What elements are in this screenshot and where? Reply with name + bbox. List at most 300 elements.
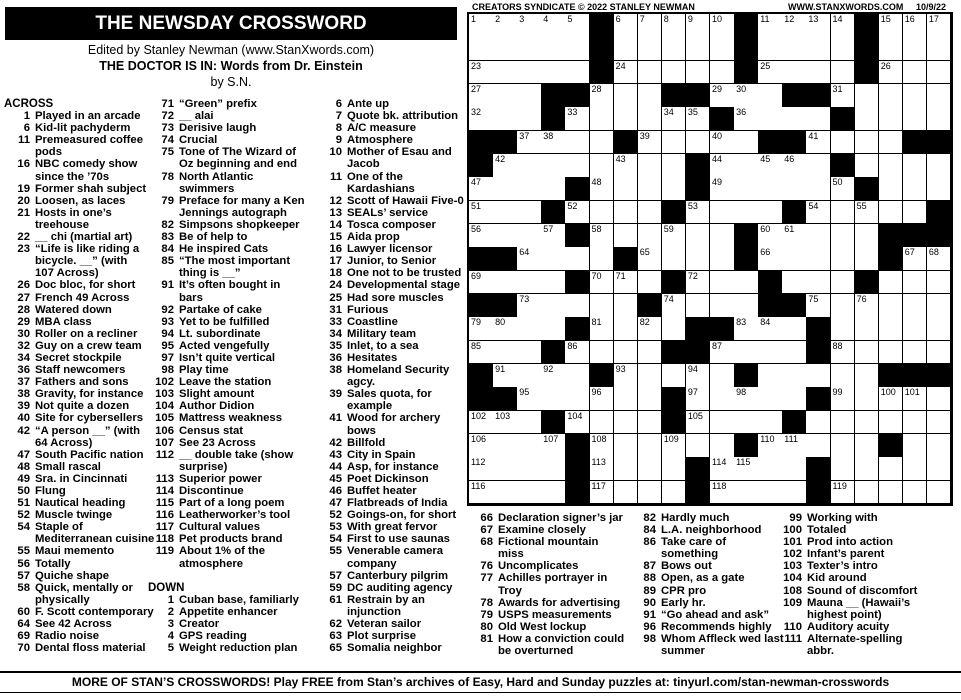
grid-cell[interactable] bbox=[565, 411, 590, 435]
grid-cell[interactable] bbox=[806, 224, 831, 248]
grid-cell[interactable] bbox=[614, 84, 639, 108]
grid-cell[interactable] bbox=[493, 457, 518, 481]
grid-cell[interactable] bbox=[710, 177, 735, 201]
grid-cell[interactable] bbox=[710, 131, 735, 155]
grid-cell[interactable] bbox=[734, 154, 759, 178]
grid-cell[interactable] bbox=[879, 107, 904, 131]
grid-cell[interactable] bbox=[686, 131, 711, 155]
grid-cell[interactable] bbox=[758, 61, 783, 85]
grid-cell[interactable] bbox=[541, 131, 566, 155]
grid-cell[interactable] bbox=[758, 84, 783, 108]
grid-cell[interactable] bbox=[710, 14, 735, 38]
grid-cell[interactable] bbox=[493, 61, 518, 85]
grid-cell[interactable] bbox=[806, 14, 831, 38]
grid-cell[interactable] bbox=[855, 107, 880, 131]
grid-cell[interactable] bbox=[831, 177, 856, 201]
grid-cell[interactable] bbox=[541, 177, 566, 201]
grid-cell[interactable] bbox=[565, 107, 590, 131]
grid-cell[interactable] bbox=[493, 341, 518, 365]
grid-cell[interactable] bbox=[541, 317, 566, 341]
grid-cell[interactable] bbox=[614, 61, 639, 85]
grid-cell[interactable] bbox=[638, 14, 663, 38]
grid-cell[interactable] bbox=[517, 457, 542, 481]
grid-cell[interactable] bbox=[686, 364, 711, 388]
grid-cell[interactable] bbox=[493, 224, 518, 248]
grid-cell[interactable] bbox=[710, 457, 735, 481]
grid-cell[interactable] bbox=[879, 481, 904, 505]
grid-cell[interactable] bbox=[831, 317, 856, 341]
grid-cell[interactable] bbox=[686, 107, 711, 131]
grid-cell[interactable] bbox=[734, 457, 759, 481]
grid-cell[interactable] bbox=[686, 247, 711, 271]
grid-cell[interactable] bbox=[782, 317, 807, 341]
grid-cell[interactable] bbox=[565, 201, 590, 225]
grid-cell[interactable] bbox=[638, 131, 663, 155]
grid-cell[interactable] bbox=[855, 387, 880, 411]
grid-cell[interactable] bbox=[662, 457, 687, 481]
grid-cell[interactable] bbox=[758, 37, 783, 61]
grid-cell[interactable] bbox=[517, 341, 542, 365]
grid-cell[interactable] bbox=[614, 224, 639, 248]
grid-cell[interactable] bbox=[638, 387, 663, 411]
grid-cell[interactable] bbox=[710, 294, 735, 318]
grid-cell[interactable] bbox=[517, 294, 542, 318]
grid-cell[interactable] bbox=[565, 247, 590, 271]
grid-cell[interactable] bbox=[927, 341, 952, 365]
grid-cell[interactable] bbox=[758, 177, 783, 201]
grid-cell[interactable] bbox=[590, 341, 615, 365]
grid-cell[interactable] bbox=[662, 317, 687, 341]
grid-cell[interactable] bbox=[662, 434, 687, 458]
grid-cell[interactable] bbox=[469, 411, 494, 435]
grid-cell[interactable] bbox=[927, 434, 952, 458]
grid-cell[interactable] bbox=[710, 154, 735, 178]
grid-cell[interactable] bbox=[638, 271, 663, 295]
grid-cell[interactable] bbox=[517, 364, 542, 388]
grid-cell[interactable] bbox=[903, 271, 928, 295]
grid-cell[interactable] bbox=[879, 317, 904, 341]
grid-cell[interactable] bbox=[662, 14, 687, 38]
grid-cell[interactable] bbox=[855, 154, 880, 178]
grid-cell[interactable] bbox=[638, 481, 663, 505]
grid-cell[interactable] bbox=[710, 271, 735, 295]
grid-cell[interactable] bbox=[686, 14, 711, 38]
grid-cell[interactable] bbox=[831, 201, 856, 225]
grid-cell[interactable] bbox=[855, 481, 880, 505]
grid-cell[interactable] bbox=[493, 84, 518, 108]
grid-cell[interactable] bbox=[831, 247, 856, 271]
grid-cell[interactable] bbox=[469, 84, 494, 108]
grid-cell[interactable] bbox=[517, 37, 542, 61]
grid-cell[interactable] bbox=[710, 247, 735, 271]
grid-cell[interactable] bbox=[517, 84, 542, 108]
grid-cell[interactable] bbox=[879, 177, 904, 201]
grid-cell[interactable] bbox=[855, 341, 880, 365]
grid-cell[interactable] bbox=[831, 411, 856, 435]
grid-cell[interactable] bbox=[782, 434, 807, 458]
grid-cell[interactable] bbox=[493, 177, 518, 201]
grid-cell[interactable] bbox=[927, 481, 952, 505]
grid-cell[interactable] bbox=[710, 84, 735, 108]
grid-cell[interactable] bbox=[662, 247, 687, 271]
grid-cell[interactable] bbox=[541, 294, 566, 318]
grid-cell[interactable] bbox=[758, 364, 783, 388]
grid-cell[interactable] bbox=[782, 387, 807, 411]
grid-cell[interactable] bbox=[879, 341, 904, 365]
grid-cell[interactable] bbox=[855, 411, 880, 435]
grid-cell[interactable] bbox=[806, 107, 831, 131]
grid-cell[interactable] bbox=[831, 14, 856, 38]
grid-cell[interactable] bbox=[782, 37, 807, 61]
grid-cell[interactable] bbox=[831, 364, 856, 388]
grid-cell[interactable] bbox=[758, 387, 783, 411]
grid-cell[interactable] bbox=[758, 201, 783, 225]
grid-cell[interactable] bbox=[590, 434, 615, 458]
grid-cell[interactable] bbox=[782, 61, 807, 85]
grid-cell[interactable] bbox=[831, 37, 856, 61]
grid-cell[interactable] bbox=[590, 294, 615, 318]
grid-cell[interactable] bbox=[734, 107, 759, 131]
grid-cell[interactable] bbox=[710, 37, 735, 61]
grid-cell[interactable] bbox=[686, 294, 711, 318]
grid-cell[interactable] bbox=[662, 131, 687, 155]
grid-cell[interactable] bbox=[927, 271, 952, 295]
grid-cell[interactable] bbox=[686, 271, 711, 295]
grid-cell[interactable] bbox=[806, 177, 831, 201]
grid-cell[interactable] bbox=[517, 14, 542, 38]
grid-cell[interactable] bbox=[638, 154, 663, 178]
grid-cell[interactable] bbox=[493, 201, 518, 225]
grid-cell[interactable] bbox=[903, 457, 928, 481]
grid-cell[interactable] bbox=[614, 201, 639, 225]
grid-cell[interactable] bbox=[662, 364, 687, 388]
grid-cell[interactable] bbox=[565, 14, 590, 38]
grid-cell[interactable] bbox=[879, 271, 904, 295]
grid-cell[interactable] bbox=[758, 481, 783, 505]
grid-cell[interactable] bbox=[686, 387, 711, 411]
grid-cell[interactable] bbox=[903, 177, 928, 201]
grid-cell[interactable] bbox=[517, 411, 542, 435]
grid-cell[interactable] bbox=[879, 154, 904, 178]
grid-cell[interactable] bbox=[541, 434, 566, 458]
grid-cell[interactable] bbox=[758, 411, 783, 435]
grid-cell[interactable] bbox=[638, 247, 663, 271]
grid-cell[interactable] bbox=[638, 177, 663, 201]
grid-cell[interactable] bbox=[831, 294, 856, 318]
grid-cell[interactable] bbox=[831, 387, 856, 411]
grid-cell[interactable] bbox=[903, 387, 928, 411]
grid-cell[interactable] bbox=[662, 61, 687, 85]
grid-cell[interactable] bbox=[565, 37, 590, 61]
grid-cell[interactable] bbox=[517, 434, 542, 458]
grid-cell[interactable] bbox=[565, 341, 590, 365]
grid-cell[interactable] bbox=[614, 341, 639, 365]
grid-cell[interactable] bbox=[517, 61, 542, 85]
grid-cell[interactable] bbox=[662, 107, 687, 131]
grid-cell[interactable] bbox=[927, 294, 952, 318]
grid-cell[interactable] bbox=[831, 131, 856, 155]
grid-cell[interactable] bbox=[758, 154, 783, 178]
grid-cell[interactable] bbox=[782, 457, 807, 481]
grid-cell[interactable] bbox=[662, 37, 687, 61]
grid-cell[interactable] bbox=[903, 14, 928, 38]
grid-cell[interactable] bbox=[590, 317, 615, 341]
grid-cell[interactable] bbox=[493, 271, 518, 295]
grid-cell[interactable] bbox=[493, 107, 518, 131]
grid-cell[interactable] bbox=[927, 154, 952, 178]
grid-cell[interactable] bbox=[758, 457, 783, 481]
grid-cell[interactable] bbox=[831, 457, 856, 481]
grid-cell[interactable] bbox=[662, 177, 687, 201]
grid-cell[interactable] bbox=[662, 481, 687, 505]
grid-cell[interactable] bbox=[614, 294, 639, 318]
grid-cell[interactable] bbox=[662, 294, 687, 318]
grid-cell[interactable] bbox=[517, 224, 542, 248]
grid-cell[interactable] bbox=[831, 434, 856, 458]
grid-cell[interactable] bbox=[806, 247, 831, 271]
grid-cell[interactable] bbox=[469, 271, 494, 295]
grid-cell[interactable] bbox=[831, 61, 856, 85]
grid-cell[interactable] bbox=[469, 107, 494, 131]
grid-cell[interactable] bbox=[662, 154, 687, 178]
grid-cell[interactable] bbox=[927, 457, 952, 481]
grid-cell[interactable] bbox=[469, 457, 494, 481]
grid-cell[interactable] bbox=[855, 131, 880, 155]
grid-cell[interactable] bbox=[806, 294, 831, 318]
grid-cell[interactable] bbox=[469, 61, 494, 85]
grid-cell[interactable] bbox=[590, 457, 615, 481]
grid-cell[interactable] bbox=[855, 201, 880, 225]
grid-cell[interactable] bbox=[734, 411, 759, 435]
grid-cell[interactable] bbox=[614, 364, 639, 388]
grid-cell[interactable] bbox=[734, 294, 759, 318]
grid-cell[interactable] bbox=[758, 107, 783, 131]
grid-cell[interactable] bbox=[565, 154, 590, 178]
grid-cell[interactable] bbox=[590, 387, 615, 411]
grid-cell[interactable] bbox=[541, 364, 566, 388]
grid-cell[interactable] bbox=[710, 201, 735, 225]
grid-cell[interactable] bbox=[638, 457, 663, 481]
grid-cell[interactable] bbox=[517, 154, 542, 178]
grid-cell[interactable] bbox=[590, 154, 615, 178]
grid-cell[interactable] bbox=[614, 177, 639, 201]
grid-cell[interactable] bbox=[517, 201, 542, 225]
grid-cell[interactable] bbox=[638, 37, 663, 61]
grid-cell[interactable] bbox=[493, 481, 518, 505]
grid-cell[interactable] bbox=[734, 201, 759, 225]
grid-cell[interactable] bbox=[710, 411, 735, 435]
grid-cell[interactable] bbox=[469, 434, 494, 458]
grid-cell[interactable] bbox=[927, 37, 952, 61]
grid-cell[interactable] bbox=[590, 84, 615, 108]
grid-cell[interactable] bbox=[758, 434, 783, 458]
grid-cell[interactable] bbox=[903, 317, 928, 341]
grid-cell[interactable] bbox=[806, 37, 831, 61]
grid-cell[interactable] bbox=[903, 434, 928, 458]
grid-cell[interactable] bbox=[758, 224, 783, 248]
grid-cell[interactable] bbox=[638, 84, 663, 108]
grid-cell[interactable] bbox=[614, 154, 639, 178]
grid-cell[interactable] bbox=[590, 131, 615, 155]
grid-cell[interactable] bbox=[541, 154, 566, 178]
grid-cell[interactable] bbox=[686, 434, 711, 458]
grid-cell[interactable] bbox=[469, 201, 494, 225]
grid-cell[interactable] bbox=[927, 61, 952, 85]
grid-cell[interactable] bbox=[614, 107, 639, 131]
grid-cell[interactable] bbox=[879, 201, 904, 225]
grid-cell[interactable] bbox=[517, 387, 542, 411]
grid-cell[interactable] bbox=[758, 14, 783, 38]
grid-cell[interactable] bbox=[614, 14, 639, 38]
grid-cell[interactable] bbox=[541, 37, 566, 61]
grid-cell[interactable] bbox=[734, 317, 759, 341]
grid-cell[interactable] bbox=[831, 341, 856, 365]
grid-cell[interactable] bbox=[734, 84, 759, 108]
grid-cell[interactable] bbox=[710, 387, 735, 411]
grid-cell[interactable] bbox=[517, 481, 542, 505]
grid-cell[interactable] bbox=[614, 387, 639, 411]
grid-cell[interactable] bbox=[734, 177, 759, 201]
grid-cell[interactable] bbox=[590, 224, 615, 248]
grid-cell[interactable] bbox=[927, 14, 952, 38]
grid-cell[interactable] bbox=[855, 317, 880, 341]
grid-cell[interactable] bbox=[638, 61, 663, 85]
grid-cell[interactable] bbox=[517, 317, 542, 341]
grid-cell[interactable] bbox=[903, 201, 928, 225]
grid-cell[interactable] bbox=[831, 224, 856, 248]
grid-cell[interactable] bbox=[903, 341, 928, 365]
grid-cell[interactable] bbox=[903, 411, 928, 435]
grid-cell[interactable] bbox=[879, 84, 904, 108]
grid-cell[interactable] bbox=[614, 434, 639, 458]
grid-cell[interactable] bbox=[782, 364, 807, 388]
grid-cell[interactable] bbox=[686, 201, 711, 225]
grid-cell[interactable] bbox=[469, 481, 494, 505]
grid-cell[interactable] bbox=[686, 37, 711, 61]
grid-cell[interactable] bbox=[879, 14, 904, 38]
grid-cell[interactable] bbox=[831, 84, 856, 108]
grid-cell[interactable] bbox=[855, 84, 880, 108]
grid-cell[interactable] bbox=[782, 224, 807, 248]
grid-cell[interactable] bbox=[614, 271, 639, 295]
grid-cell[interactable] bbox=[469, 317, 494, 341]
grid-cell[interactable] bbox=[710, 434, 735, 458]
grid-cell[interactable] bbox=[903, 37, 928, 61]
grid-cell[interactable] bbox=[782, 271, 807, 295]
grid-cell[interactable] bbox=[734, 481, 759, 505]
grid-cell[interactable] bbox=[831, 481, 856, 505]
grid-cell[interactable] bbox=[614, 481, 639, 505]
grid-cell[interactable] bbox=[806, 131, 831, 155]
grid-cell[interactable] bbox=[614, 457, 639, 481]
grid-cell[interactable] bbox=[638, 411, 663, 435]
grid-cell[interactable] bbox=[855, 247, 880, 271]
grid-cell[interactable] bbox=[614, 317, 639, 341]
grid-cell[interactable] bbox=[638, 107, 663, 131]
grid-cell[interactable] bbox=[590, 177, 615, 201]
grid-cell[interactable] bbox=[493, 14, 518, 38]
grid-cell[interactable] bbox=[469, 177, 494, 201]
grid-cell[interactable] bbox=[469, 37, 494, 61]
grid-cell[interactable] bbox=[686, 411, 711, 435]
grid-cell[interactable] bbox=[541, 271, 566, 295]
grid-cell[interactable] bbox=[493, 411, 518, 435]
grid-cell[interactable] bbox=[469, 14, 494, 38]
grid-cell[interactable] bbox=[590, 271, 615, 295]
grid-cell[interactable] bbox=[855, 457, 880, 481]
grid-cell[interactable] bbox=[782, 154, 807, 178]
grid-cell[interactable] bbox=[541, 387, 566, 411]
grid-cell[interactable] bbox=[686, 224, 711, 248]
grid-cell[interactable] bbox=[782, 341, 807, 365]
grid-cell[interactable] bbox=[710, 481, 735, 505]
grid-cell[interactable] bbox=[758, 247, 783, 271]
grid-cell[interactable] bbox=[469, 341, 494, 365]
grid-cell[interactable] bbox=[565, 131, 590, 155]
grid-cell[interactable] bbox=[903, 294, 928, 318]
grid-cell[interactable] bbox=[806, 364, 831, 388]
grid-cell[interactable] bbox=[541, 14, 566, 38]
grid-cell[interactable] bbox=[734, 341, 759, 365]
grid-cell[interactable] bbox=[927, 247, 952, 271]
grid-cell[interactable] bbox=[927, 317, 952, 341]
grid-cell[interactable] bbox=[517, 247, 542, 271]
grid-cell[interactable] bbox=[638, 317, 663, 341]
grid-cell[interactable] bbox=[855, 224, 880, 248]
grid-cell[interactable] bbox=[710, 364, 735, 388]
grid-cell[interactable] bbox=[493, 434, 518, 458]
grid-cell[interactable] bbox=[879, 457, 904, 481]
grid-cell[interactable] bbox=[590, 481, 615, 505]
grid-cell[interactable] bbox=[855, 294, 880, 318]
grid-cell[interactable] bbox=[541, 224, 566, 248]
grid-cell[interactable] bbox=[855, 434, 880, 458]
grid-cell[interactable] bbox=[782, 177, 807, 201]
grid-cell[interactable] bbox=[806, 271, 831, 295]
grid-cell[interactable] bbox=[469, 224, 494, 248]
grid-cell[interactable] bbox=[590, 201, 615, 225]
grid-cell[interactable] bbox=[855, 364, 880, 388]
grid-cell[interactable] bbox=[903, 481, 928, 505]
grid-cell[interactable] bbox=[782, 481, 807, 505]
grid-cell[interactable] bbox=[565, 294, 590, 318]
grid-cell[interactable] bbox=[517, 131, 542, 155]
grid-cell[interactable] bbox=[710, 224, 735, 248]
grid-cell[interactable] bbox=[927, 411, 952, 435]
grid-cell[interactable] bbox=[541, 457, 566, 481]
grid-cell[interactable] bbox=[517, 271, 542, 295]
grid-cell[interactable] bbox=[903, 247, 928, 271]
grid-cell[interactable] bbox=[541, 481, 566, 505]
grid-cell[interactable] bbox=[831, 271, 856, 295]
grid-cell[interactable] bbox=[710, 61, 735, 85]
grid-cell[interactable] bbox=[806, 154, 831, 178]
grid-cell[interactable] bbox=[614, 411, 639, 435]
grid-cell[interactable] bbox=[686, 61, 711, 85]
grid-cell[interactable] bbox=[758, 341, 783, 365]
grid-cell[interactable] bbox=[903, 61, 928, 85]
grid-cell[interactable] bbox=[638, 434, 663, 458]
grid-cell[interactable] bbox=[662, 224, 687, 248]
grid-cell[interactable] bbox=[493, 154, 518, 178]
grid-cell[interactable] bbox=[758, 317, 783, 341]
grid-cell[interactable] bbox=[927, 387, 952, 411]
grid-cell[interactable] bbox=[782, 14, 807, 38]
grid-cell[interactable] bbox=[590, 107, 615, 131]
grid-cell[interactable] bbox=[879, 61, 904, 85]
grid-cell[interactable] bbox=[879, 37, 904, 61]
grid-cell[interactable] bbox=[517, 107, 542, 131]
